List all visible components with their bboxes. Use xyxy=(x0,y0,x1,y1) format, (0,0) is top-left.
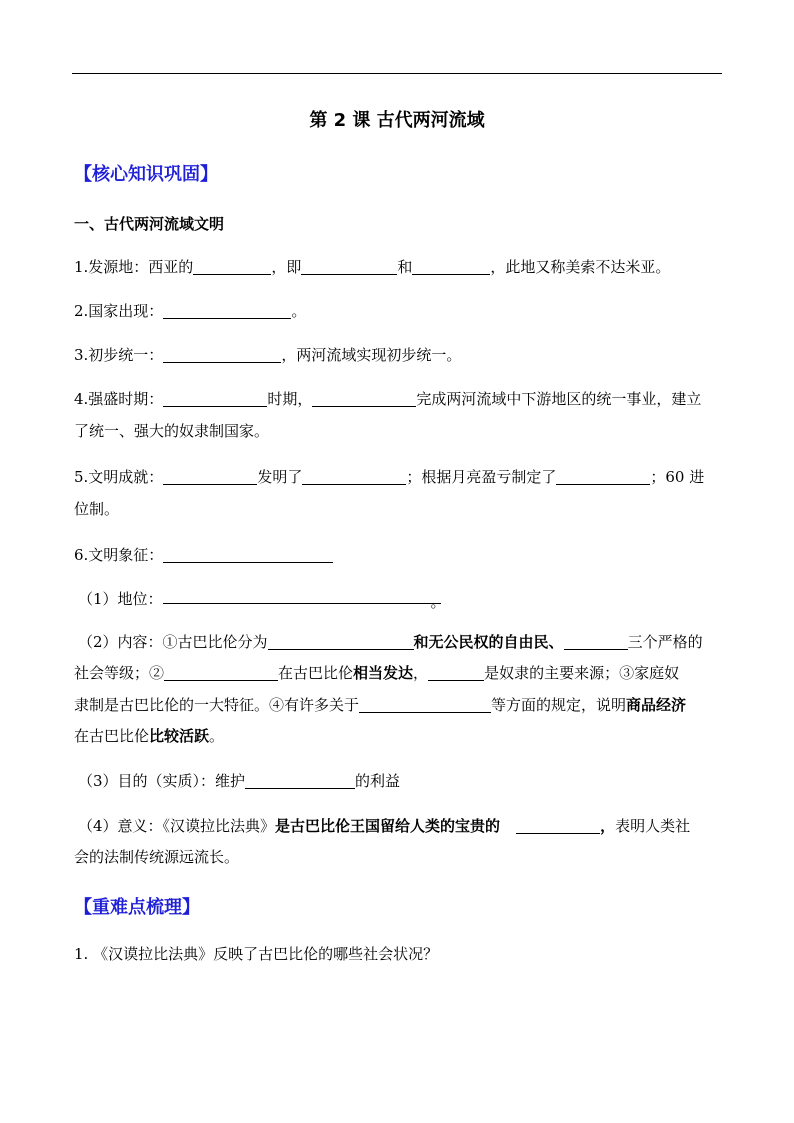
question-4-cont: 了统一、强大的奴隶制国家。 xyxy=(74,422,270,440)
blank[interactable] xyxy=(163,466,257,485)
blank[interactable]: 。 xyxy=(163,585,441,604)
part-2-cont-3: 在古巴比伦比较活跃。 xyxy=(74,727,225,745)
header-rule xyxy=(72,73,722,74)
section-key-difficulties: 【重难点梳理】 xyxy=(74,897,200,918)
subheading-civilization: 一、古代两河流域文明 xyxy=(74,215,225,233)
part-2-cont-2: 隶制是古巴比伦的一大特征。④有许多关于 等方面的规定，说明商品经济 xyxy=(74,696,687,714)
blank[interactable] xyxy=(312,388,416,407)
question-3: 3.初步统一： ，两河流域实现初步统一。 xyxy=(74,346,462,364)
part-2-cont-1: 社会等级；② 在古巴比伦相当发达， 是奴隶的主要来源；③家庭奴 xyxy=(74,664,680,682)
question-5-cont: 位制。 xyxy=(74,500,120,518)
section-core-knowledge: 【核心知识巩固】 xyxy=(74,164,218,185)
blank[interactable] xyxy=(163,300,291,319)
blank[interactable] xyxy=(428,662,484,681)
blank[interactable] xyxy=(412,256,490,275)
blank[interactable] xyxy=(163,344,281,363)
part-4: （4）意义：《汉谟拉比法典》是古巴比伦王国留给人类的宝贵的 ，表明人类社 xyxy=(78,817,691,835)
blank[interactable] xyxy=(359,694,491,713)
blank[interactable] xyxy=(245,770,355,789)
part-4-cont: 会的法制传统源远流长。 xyxy=(74,848,240,866)
blank[interactable] xyxy=(301,256,397,275)
question-2: 2.国家出现： 。 xyxy=(74,302,307,320)
blank[interactable] xyxy=(164,662,278,681)
blank[interactable] xyxy=(302,466,406,485)
blank[interactable] xyxy=(556,466,650,485)
page-title: 第 2 课 古代两河流域 xyxy=(309,110,485,131)
part-2: （2）内容：①古巴比伦分为 和无公民权的自由民、 三个严格的 xyxy=(78,633,703,651)
part-3: （3）目的（实质）：维护 的利益 xyxy=(78,772,401,790)
blank[interactable] xyxy=(564,631,628,650)
question-1: 1.发源地：西亚的 ，即 和 ，此地又称美索不达米亚。 xyxy=(74,258,671,276)
blank[interactable] xyxy=(516,815,600,834)
question-5: 5.文明成就： 发明了 ；根据月亮盈亏制定了 ；60 进 xyxy=(74,468,705,486)
blank[interactable] xyxy=(193,256,271,275)
blank[interactable] xyxy=(163,388,267,407)
question-4: 4.强盛时期： 时期， 完成两河流域中下游地区的统一事业，建立 xyxy=(74,390,702,408)
blank[interactable] xyxy=(268,631,414,650)
question-end: 1. 《汉谟拉比法典》反映了古巴比伦的哪些社会状况？ xyxy=(74,945,439,963)
question-6: 6.文明象征： xyxy=(74,538,724,572)
blank[interactable] xyxy=(163,544,333,563)
part-1: （1）地位： 。 xyxy=(78,582,728,616)
